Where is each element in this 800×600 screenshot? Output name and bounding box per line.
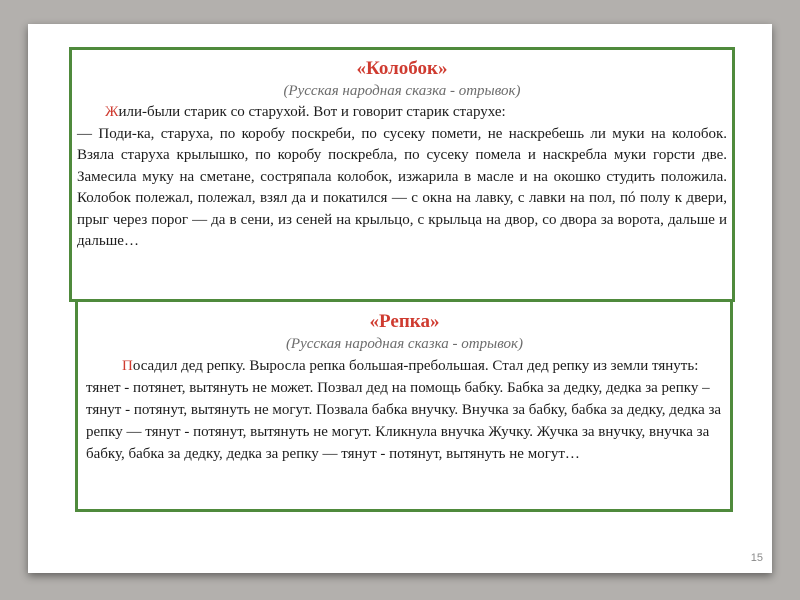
repka-title: «Репка» [369, 311, 440, 332]
kolobok-subtitle: (Русская народная сказка - отрывок) [283, 83, 521, 99]
repka-drop-cap: П [122, 358, 133, 374]
slide [28, 24, 772, 573]
kolobok-title: «Колобок» [356, 58, 448, 79]
repka-text-box [75, 299, 733, 512]
kolobok-first-line [77, 102, 727, 124]
repka-body [86, 355, 723, 465]
page-number: 15 [750, 552, 763, 564]
kolobok-text-box [69, 47, 735, 302]
repka-subtitle: (Русская народная сказка - отрывок) [285, 336, 524, 352]
repka-body-text: осадил дед репку. Выросла репка большая-пребольшая. Стал дед репку из земли тянуть: тянет - потянет, вытянуть не может. Позвал дед на помощь бабку. Бабка за дедку, дедка за репку – тянут - потянут, вытянуть не могут. Позвала бабка внучку. Внучка за бабку, бабка за дедку, дедка за репку — тянут - потянут, вытянуть не могут. Кликнула внучка Жучку. Жучка за внучку, внучка за бабку, бабка за дедку, дедка за репку — тянут - потянут, вытянуть не могут… [86, 358, 722, 462]
kolobok-body: — Поди-ка, старуха, по коробу поскреби, по сусеку помети, не наскребешь ли муки на колобок. Взяла старуха крылышко, по коробу поскребла, по сусеку помела и наскребла муки горсти две. Замесила муку на сметане, состряпала колобок, изжарила в масле и на окошко студить положила. Колобок полежал, полежал, взял да и покатился — с окна на лавку, с лавки на пол, пó полу к двери, прыг через порог — да в сени, из сеней на крыльцо, с крыльца на двор, со двора за ворота, дальше и дальше… [77, 125, 727, 249]
kolobok-drop-cap: Ж [105, 104, 119, 120]
kolobok-first-line-text: или-были старик со старухой. Вот и говорит старик старухе: [118, 104, 506, 120]
